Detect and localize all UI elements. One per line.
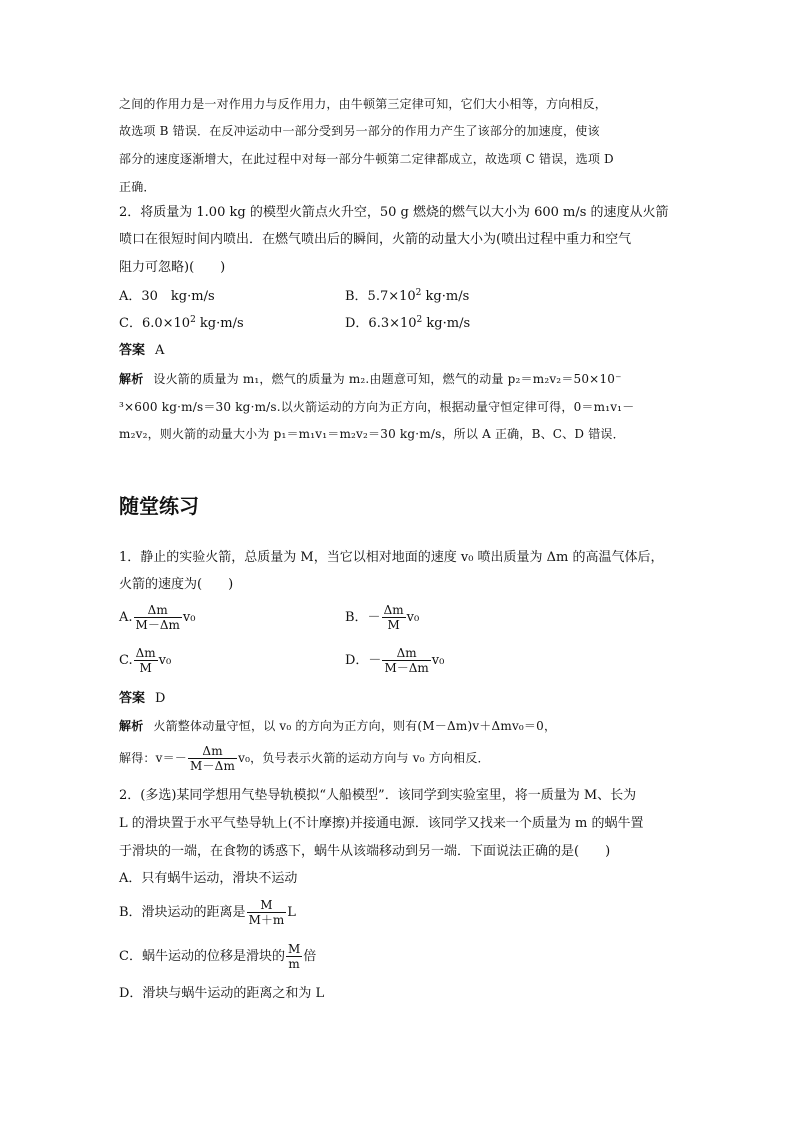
p2-stem-line-1: 2．(多选)某同学想用气垫导轨模拟“人船模型”．该同学到实验室里，将一质量为 M、长为 [119,788,637,803]
analysis-label: 解析 [119,719,144,733]
p2-option-b: B．滑块运动的距离是 $\frac{M}{M+m}$ L [119,898,296,927]
q2-analysis-line-3: m₂v₂，则火箭的动量大小为 p₁＝m₁v₁＝m₂v₂＝30 kg·m/s，所以 A 正确，B、C、D 错误． [119,427,625,441]
prev-text-line-4: 正确． [119,180,156,194]
q2-option-c: C．$6.0\times 10^2$ kg·m/s [119,315,244,331]
fraction: $\frac{\Delta m}{M-\Delta m}$ [135,603,180,632]
p1-answer: 答案 D [119,691,166,706]
q2-stem-line-2: 喷口在很短时间内喷出．在燃气喷出后的瞬间，火箭的动量大小为(喷出过程中重力和空气 [119,232,632,247]
p1-solution-line: 解得：v＝－ $\frac{\Delta m}{M-\Delta m}$ v₀，负号表示火箭的运动方向与 v₀ 方向相反． [119,744,490,773]
p2-option-d: D．滑块与蜗牛运动的距离之和为 L [119,986,325,1001]
p1-option-a: A. $\frac{\Delta m}{M-\Delta m}$ v₀ [119,603,196,632]
answer-label: 答案 [119,343,146,358]
fraction: $\frac{M}{M+m}$ [248,898,285,927]
q2-option-b: B．$5.7\times 10^2$ kg·m/s [345,288,470,304]
p1-stem-line-2: 火箭的速度为( ) [119,577,234,592]
p2-stem-line-3: 于滑块的一端，在食物的诱惑下，蜗牛从该端移动到另一端．下面说法正确的是( ) [119,844,611,859]
prev-text-line-1: 之间的作用力是一对作用力与反作用力，由牛顿第三定律可知，它们大小相等，方向相反， [119,97,608,111]
p1-option-b: B．－ $\frac{\Delta m}{M}$ v₀ [345,603,420,632]
p1-option-c: C. $\frac{\Delta m}{M}$ v₀ [119,646,172,675]
prev-text-line-3: 部分的速度逐渐增大，在此过程中对每一部分牛顿第二定律都成立，故选项 C 错误，选项 D [119,152,614,166]
q2-answer: 答案 A [119,343,165,358]
q2-option-a: A．30 kg·m/s [119,289,215,304]
p1-option-d: D．－ $\frac{\Delta m}{M-\Delta m}$ v₀ [345,646,445,675]
analysis-label: 解析 [119,372,144,386]
fraction: $\frac{M}{m}$ [287,942,301,971]
q2-stem-line-1: 2．将质量为 1.00 kg 的模型火箭点火升空，50 g 燃烧的燃气以大小为 600 m/s 的速度从火箭 [119,205,669,220]
p2-option-c: C．蜗牛运动的位移是滑块的 $\frac{M}{m}$ 倍 [119,942,317,971]
fraction: $\frac{\Delta m}{M-\Delta m}$ [189,744,236,773]
p2-option-a: A．只有蜗牛运动，滑块不运动 [119,871,298,886]
p1-stem-line-1: 1．静止的实验火箭，总质量为 M，当它以相对地面的速度 v₀ 喷出质量为 Δm 的高温气体后， [119,550,664,565]
q2-analysis-line-1: 解析 设火箭的质量为 m₁，燃气的质量为 m₂.由题意可知，燃气的动量 p₂＝m₂v₂＝50×10⁻ [119,372,622,386]
p2-stem-line-2: L 的滑块置于水平气垫导轨上(不计摩擦)并接通电源．该同学又找来一个质量为 m 的蜗牛置 [119,816,644,831]
q2-analysis-line-2: ³×600 kg·m/s＝30 kg·m/s.以火箭运动的方向为正方向，根据动量守恒定律可得，0＝m₁v₁－ [119,400,635,414]
p1-analysis-line-1: 解析 火箭整体动量守恒，以 v₀ 的方向为正方向，则有(M－Δm)v＋Δmv₀＝0， [119,719,557,733]
answer-label: 答案 [119,691,146,706]
fraction: $\frac{\Delta m}{M-\Delta m}$ [384,646,429,675]
section-title: 随堂练习 [119,494,199,518]
fraction: $\frac{\Delta m}{M}$ [383,603,404,632]
q2-stem-line-3: 阻力可忽略)( ) [119,260,226,275]
q2-option-d: D．$6.3\times 10^2$ kg·m/s [345,315,471,331]
fraction: $\frac{\Delta m}{M}$ [135,646,156,675]
prev-text-line-2: 故选项 B 错误．在反冲运动中一部分受到另一部分的作用力产生了该部分的加速度，使该 [119,124,600,138]
